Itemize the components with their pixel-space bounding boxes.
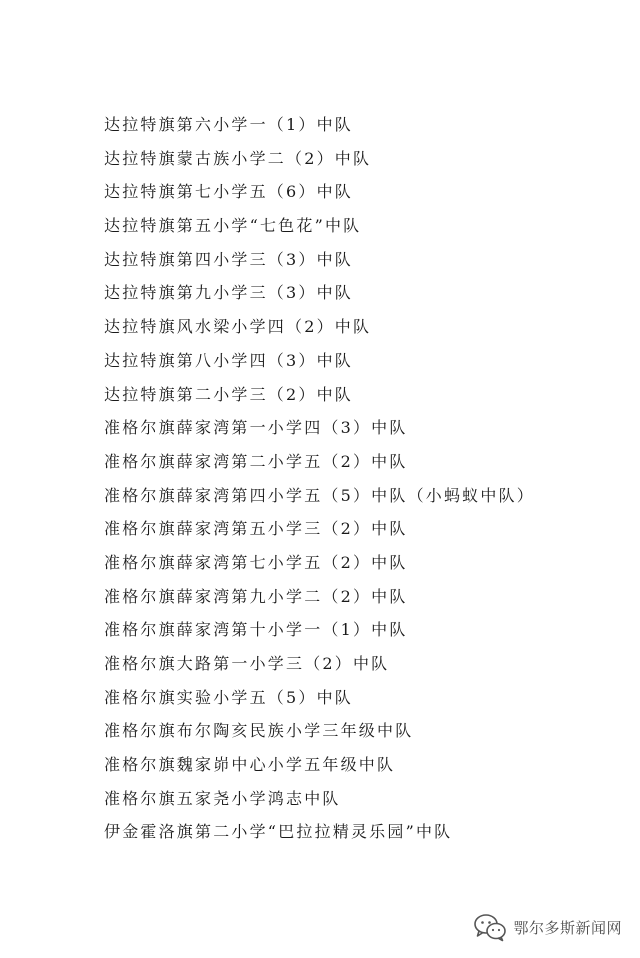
wechat-icon xyxy=(473,912,507,942)
list-item: 伊金霍洛旗第二小学“巴拉拉精灵乐园”中队 xyxy=(104,822,453,842)
list-item: 准格尔旗魏家峁中心小学五年级中队 xyxy=(104,755,396,775)
list-item: 准格尔旗薛家湾第九小学二（2）中队 xyxy=(104,586,408,606)
watermark xyxy=(473,912,622,942)
list-item: 准格尔旗布尔陶亥民族小学三年级中队 xyxy=(104,721,414,741)
list-item: 准格尔旗薛家湾第五小学三（2）中队 xyxy=(104,519,408,539)
list-item: 达拉特旗第九小学三（3）中队 xyxy=(104,283,353,303)
list-item: 达拉特旗第八小学四（3）中队 xyxy=(104,350,353,370)
list-item: 准格尔旗薛家湾第二小学五（2）中队 xyxy=(104,451,408,471)
squadron-list xyxy=(104,112,535,853)
list-item: 达拉特旗第二小学三（2）中队 xyxy=(104,384,353,404)
list-item: 达拉特旗蒙古族小学二（2）中队 xyxy=(104,148,372,168)
list-item: 达拉特旗第七小学五（6）中队 xyxy=(104,182,353,202)
list-item: 准格尔旗薛家湾第四小学五（5）中队（小蚂蚁中队） xyxy=(104,485,535,505)
watermark-text: 鄂尔多斯新闻网 xyxy=(513,918,622,937)
list-item: 达拉特旗风水梁小学四（2）中队 xyxy=(104,317,372,337)
list-item: 准格尔旗薛家湾第十小学一（1）中队 xyxy=(104,620,408,640)
list-item: 达拉特旗第四小学三（3）中队 xyxy=(104,249,353,269)
list-item: 达拉特旗第六小学一（1）中队 xyxy=(104,115,353,134)
list-item: 准格尔旗实验小学五（5）中队 xyxy=(104,687,353,707)
list-item: 准格尔旗薛家湾第一小学四（3）中队 xyxy=(104,418,408,438)
list-item: 达拉特旗第五小学“七色花”中队 xyxy=(104,216,362,236)
list-item: 准格尔旗大路第一小学三（2）中队 xyxy=(104,654,390,673)
list-item: 准格尔旗五家尧小学鸿志中队 xyxy=(104,788,341,808)
list-item: 准格尔旗薛家湾第七小学五（2）中队 xyxy=(104,552,408,572)
